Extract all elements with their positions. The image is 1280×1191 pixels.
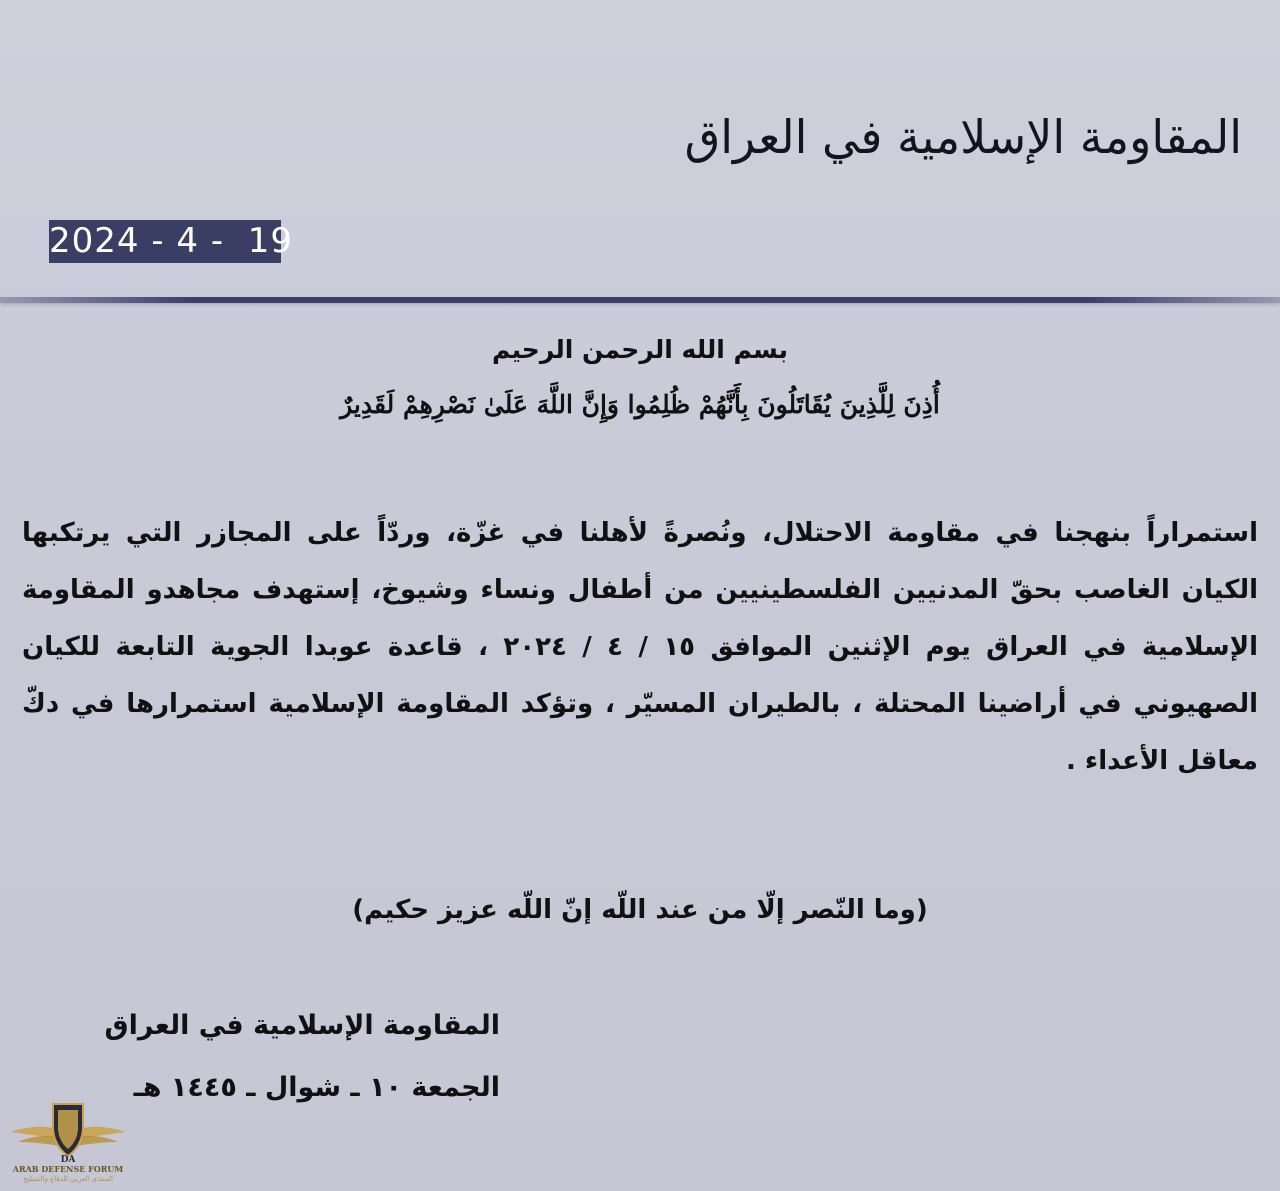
- statement-body: استمراراً بنهجنا في مقاومة الاحتلال، ونُصرةً لأهلنا في غزّة، وردّاً على المجازر التي يرتكبها الكيان الغاصب بحقّ المدنيين الفلسطينيين من أطفال ونساء وشيوخ، إستهدف مجاهدو المقاومة الإسلامية في العراق يوم الإثنين الموافق ١٥ / ٤ / ٢٠٢٤ ، قاعدة عوبدا الجوية التابعة للكيان الصهيوني في أراضينا المحتلة ، بالطيران المسيّر ، وتؤكد المقاومة الإسلامية استمرارها في دكّ معاقل الأعداء .: [22, 518, 1258, 776]
- winged-shield-icon: [8, 1098, 128, 1164]
- signature-date: الجمعة ١٠ ـ شوال ـ ١٤٤٥ هـ: [133, 1072, 500, 1103]
- date-badge: 2024 - 4 - 19: [49, 221, 293, 261]
- basmala: بسم الله الرحمن الرحيم: [492, 335, 788, 364]
- closing-quote: (وما النّصر إلّا من عند اللّه إنّ اللّه عزيز حكيم): [352, 895, 928, 925]
- watermark-subtitle: المنتدى العربي للدفاع والتسليح: [23, 1175, 113, 1183]
- watermark-logo: [8, 1098, 128, 1188]
- svg-text:DA: DA: [60, 1155, 76, 1164]
- organization-title: المقاومة الإسلامية في العراق: [684, 110, 1242, 164]
- signature-name: المقاومة الإسلامية في العراق: [104, 1010, 500, 1041]
- quran-verse: أُذِنَ لِلَّذِينَ يُقَاتَلُونَ بِأَنَّهُمْ ظُلِمُوا وَإِنَّ اللَّهَ عَلَىٰ نَصْرِهِمْ لَقَدِيرٌ: [340, 390, 940, 419]
- watermark-name: ARAB DEFENSE FORUM: [12, 1164, 124, 1174]
- header-divider: [0, 297, 1280, 303]
